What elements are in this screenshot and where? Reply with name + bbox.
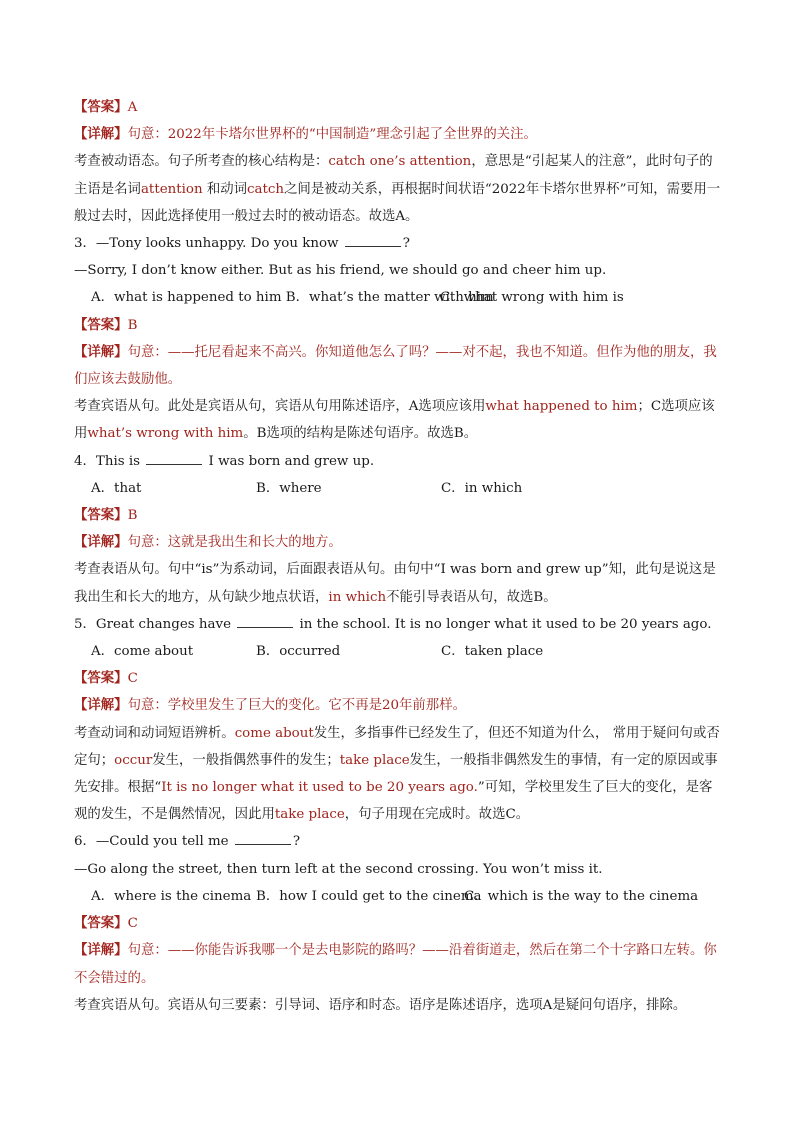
question-stem <box>74 448 724 475</box>
explanation-paragraph <box>74 720 724 829</box>
answer-value: B <box>127 508 138 524</box>
highlight-text: occur <box>114 752 153 768</box>
highlight-text: attention <box>140 181 203 197</box>
answer-value: A <box>127 100 138 115</box>
option: A．what is happened to him B．what’s the matter with him <box>91 290 494 306</box>
detail-line <box>74 529 724 556</box>
answer-line <box>74 910 724 937</box>
option: B．how I could get to the cinema <box>256 888 482 904</box>
explanation-paragraph <box>74 393 724 447</box>
answer-blank <box>345 234 401 247</box>
highlight-text: take place <box>339 752 410 768</box>
detail-tag: 【详解】 <box>74 126 128 143</box>
answer-tag: 【答案】 <box>74 507 128 524</box>
option: C．in which <box>441 480 523 496</box>
answer-value: B <box>127 317 138 333</box>
detail-text: 句意：这就是我出生和长大的地方。 <box>127 535 342 551</box>
highlight-text: catch <box>247 181 285 197</box>
highlight-text: what’s wrong with him <box>87 426 244 442</box>
text-segment: ；C选项应该用 <box>74 399 715 442</box>
answer-line <box>74 312 724 339</box>
answer-line <box>74 94 724 121</box>
option: C．taken place <box>441 644 544 660</box>
text-segment: 。B选项的结构是陈述句语序。故选B。 <box>243 426 478 442</box>
detail-line <box>74 937 724 991</box>
text-segment: 发生，多指事件已经发生了，但还不知道为什么， 常用于疑问句或否定句； <box>74 725 720 768</box>
question-explanations <box>74 94 724 1019</box>
text-segment: 3．—Tony looks unhappy. Do you know <box>74 236 343 252</box>
answer-value: C <box>127 916 138 932</box>
detail-text: 句意：学校里发生了巨大的变化。它不再是20年前那样。 <box>127 698 466 714</box>
dialogue-line: —Go along the street, then turn left at the second crossing. You won’t miss it. <box>74 861 603 877</box>
detail-text: 句意：——你能告诉我哪一个是去电影院的路吗？——沿着街道走，然后在第二个十字路口左转。你不会错过的。 <box>74 943 717 986</box>
text-segment: ”可知，学校里发生了巨大的变化，是客观的发生，不是偶然情况，因此用 <box>74 780 713 823</box>
explanation-paragraph <box>74 992 724 1019</box>
answer-blank <box>237 615 293 628</box>
highlight-text: in which <box>328 589 387 605</box>
answer-line <box>74 665 724 692</box>
question-stem <box>74 828 724 855</box>
explanation-paragraph <box>74 148 724 230</box>
explanation-paragraph <box>74 556 724 610</box>
option: C．what wrong with him is <box>440 290 624 306</box>
detail-tag: 【详解】 <box>74 942 128 959</box>
answer-tag: 【答案】 <box>74 915 128 932</box>
option: B．where <box>256 480 322 496</box>
option: B．occurred <box>256 644 341 660</box>
text-segment: 考查表语从句。句中“is”为系动词，后面跟表语从句。由句中“I was born and grew up”知，此句是说这是我出生和长大的地方，从句缺少地点状语， <box>74 562 716 605</box>
highlight-text: It is no longer what it used to be 20 years ago. <box>161 780 478 796</box>
text-segment: in the school. It is no longer what it used to be 20 years ago. <box>295 616 712 632</box>
detail-text: 句意：2022年卡塔尔世界杯的“中国制造”理念引起了全世界的关注。 <box>127 127 537 143</box>
text-segment: 考查被动语态。句子所考查的核心结构是： <box>74 154 329 170</box>
options-row <box>74 638 724 665</box>
text-segment: I was born and grew up. <box>204 453 375 469</box>
detail-line <box>74 692 724 719</box>
highlight-text: catch one’s attention <box>328 154 472 170</box>
options-row <box>74 475 724 502</box>
text-segment: 之间是被动关系，再根据时间状语“2022年卡塔尔世界杯”可知，需要用一般过去时，因此选择使用一般过去时的被动语态。故选A。 <box>74 181 721 224</box>
highlight-text: come about <box>234 725 314 741</box>
option: C．which is the way to the cinema <box>464 888 699 904</box>
options-row <box>74 284 724 311</box>
text-segment: 6．—Could you tell me <box>74 834 233 850</box>
options-row <box>74 883 724 910</box>
answer-tag: 【答案】 <box>74 99 128 115</box>
detail-tag: 【详解】 <box>74 534 128 551</box>
text-segment: 和动词 <box>202 181 248 197</box>
text-segment: 5．Great changes have <box>74 616 236 632</box>
text-segment: ? <box>402 236 410 252</box>
option: A．that <box>91 480 142 496</box>
answer-tag: 【答案】 <box>74 316 128 333</box>
dialogue-line: —Sorry, I don’t know either. But as his friend, we should go and cheer him up. <box>74 263 607 279</box>
question-stem <box>74 611 724 638</box>
text-segment: 考查宾语从句。宾语从句三要素：引导词、语序和时态。语序是陈述语序，选项A是疑问句语序，排除。 <box>74 997 687 1013</box>
detail-tag: 【详解】 <box>74 343 128 360</box>
text-segment: ? <box>292 834 301 850</box>
answer-line <box>74 502 724 529</box>
text-segment: 考查宾语从句。此处是宾语从句，宾语从句用陈述语序，A选项应该用 <box>74 399 486 415</box>
answer-blank <box>235 832 291 845</box>
text-segment: 发生，一般指非偶然发生的事情，有一定的原因或事先安排。根据“ <box>74 752 718 796</box>
option: A．where is the cinema <box>91 888 252 904</box>
detail-line <box>74 121 724 148</box>
answer-blank <box>146 452 202 465</box>
text-segment: ，句子用现在完成时。故选C。 <box>344 807 530 823</box>
answer-tag: 【答案】 <box>74 670 128 687</box>
text-segment: ，意思是“引起某人的注意”，此时句子的主语是名词 <box>74 154 713 197</box>
detail-text: 句意：——托尼看起来不高兴。你知道他怎么了吗？——对不起，我也不知道。但作为他的朋友，我们应该去鼓励他。 <box>74 344 717 388</box>
text-segment: 发生，一般指偶然事件的发生； <box>152 752 340 768</box>
highlight-text: take place <box>274 807 345 823</box>
question-stem <box>74 230 724 257</box>
option: A．come about <box>91 644 194 660</box>
text-segment: 4．This is <box>74 453 145 469</box>
text-segment: 考查动词和动词短语辨析。 <box>74 725 235 741</box>
answer-value: C <box>127 671 138 687</box>
detail-tag: 【详解】 <box>74 697 128 714</box>
highlight-text: what happened to him <box>485 399 638 415</box>
detail-line <box>74 339 724 393</box>
text-segment: 不能引导表语从句，故选B。 <box>386 589 557 605</box>
